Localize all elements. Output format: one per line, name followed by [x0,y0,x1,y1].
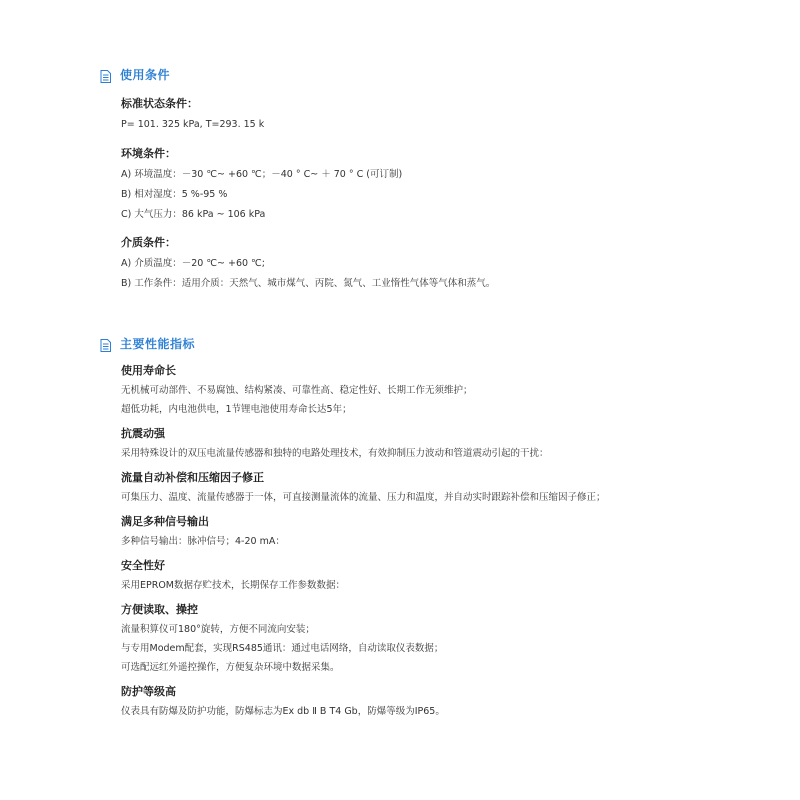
group-title: 安全性好 [121,559,165,572]
text-line: A) 介质温度：－20 ℃~ +60 ℃; [121,258,265,269]
text-line: P= 101. 325 kPa, T=293. 15 k [121,119,265,130]
group-title: 使用寿命长 [121,364,176,377]
text-line: 采用特殊设计的双压电流量传感器和独特的电路处理技术，有效抑制压力波动和管道震动引起的干扰： [121,448,549,459]
document-list-icon [100,68,111,81]
condition-group [121,235,740,294]
text-line: B) 工作条件：适用介质：天然气、城市煤气、丙院、氮气、工业惰性气体等气体和蒸气。 [121,278,496,289]
text-line: A) 环境温度：－30 ℃~ +60 ℃；－40 ° C~ ＋ 70 ° C (可订制) [121,169,403,180]
feature-group [121,602,740,677]
group-title: 防护等级高 [121,685,176,698]
text-line: 超低功耗，内电池供电，1节锂电池使用寿命长达5年； [121,404,352,415]
feature-group [121,470,740,507]
text-line: 流量积算仪可180°旋转，方便不同流向安装； [121,624,315,635]
section-usage-conditions [100,64,740,294]
condition-group [121,146,740,225]
section-header [100,64,740,84]
text-line: 采用EPROM数据存贮技术，长期保存工作参数数据： [121,580,346,591]
text-line: 仪表具有防爆及防护功能，防爆标志为Ex db Ⅱ B T4 Gb，防爆等级为IP65。 [121,706,445,717]
group-title: 标准状态条件： [121,97,198,110]
section-performance [100,333,740,721]
group-title: 环境条件： [121,147,176,160]
feature-group [121,363,740,419]
group-title: 流量自动补偿和压缩因子修正 [121,471,264,484]
feature-group [121,558,740,595]
feature-group [121,684,740,721]
text-line: B) 相对湿度：5 %-95 % [121,189,228,200]
group-title: 满足多种信号输出 [121,515,209,528]
feature-group [121,514,740,551]
text-line: 无机械可动部件、不易腐蚀、结构紧凑、可靠性高、稳定性好、长期工作无须维护； [121,385,473,396]
group-title: 方便读取、操控 [121,603,198,616]
section-title: 使用条件 [120,67,171,82]
text-line: 可集压力、温度、流量传感器于一体，可直接测量流体的流量、压力和温度，并自动实时跟踪补偿和压缩因子修正； [121,492,606,503]
group-title: 抗震动强 [121,427,165,440]
document-list-icon [100,337,111,350]
text-line: 可选配远红外遥控操作，方便复杂环境中数据采集。 [121,662,340,673]
section-title: 主要性能指标 [120,336,196,351]
section-header [100,333,740,353]
group-title: 介质条件： [121,236,176,249]
text-line: 与专用Modem配套，实现RS485通讯：通过电话网络，自动读取仪表数据； [121,643,444,654]
text-line: 多种信号输出：脉冲信号；4-20 mA： [121,536,285,547]
feature-group [121,426,740,463]
condition-group [121,96,740,135]
text-line: C) 大气压力：86 kPa ~ 106 kPa [121,209,266,220]
